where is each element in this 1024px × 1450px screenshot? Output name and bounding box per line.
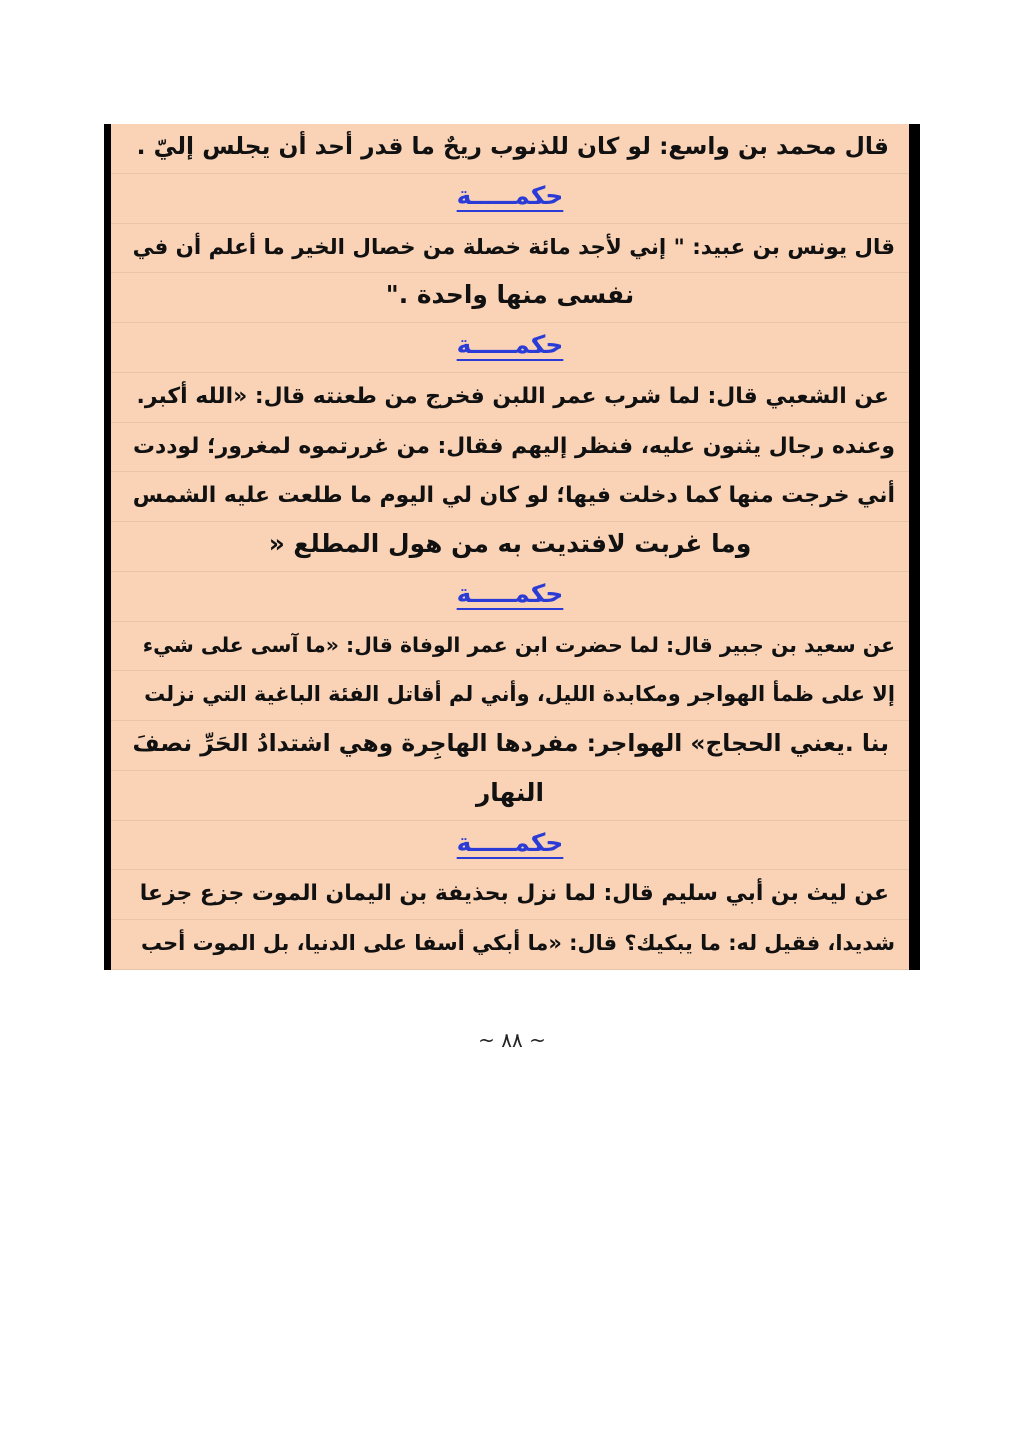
line-text: نفسى منها واحدة ." (385, 280, 635, 310)
line-text: قال يونس بن عبيد: " إني لأجد مائة خصلة من خصال الخير ما أعلم أن في (132, 234, 895, 260)
text-line-3 (111, 273, 909, 323)
text-line-6 (111, 472, 909, 522)
text-line-7 (111, 522, 909, 572)
line-text: النهار (475, 777, 545, 807)
line-text: عن سعيد بن جبير قال: لما حضرت ابن عمر الوفاة قال: «ما آسى على شيء (142, 632, 895, 657)
line-text: قال محمد بن واسع: لو كان للذنوب ريحٌ ما قدر أحد أن يجلس إليّ . (136, 132, 889, 160)
page-number: ~ ٨٨ ~ (478, 1028, 546, 1052)
heading-link[interactable]: حكمـــــة (456, 330, 564, 360)
text-line-1 (111, 124, 909, 174)
text-line-8 (111, 622, 909, 672)
text-line-12 (111, 870, 909, 920)
section-heading-4[interactable] (111, 821, 909, 871)
line-text: وعنده رجال يثنون عليه، فنظر إليهم فقال: من غررتموه لمغرور؛ لوددت (133, 433, 895, 459)
text-line-2 (111, 224, 909, 274)
section-heading-3[interactable] (111, 572, 909, 622)
line-text: شديدا، فقيل له: ما يبكيك؟ قال: «ما أبكي أسفا على الدنيا، بل الموت أحب (141, 931, 895, 956)
text-line-11 (111, 771, 909, 821)
heading-link[interactable]: حكمـــــة (456, 180, 564, 210)
line-text: عن ليث بن أبي سليم قال: لما نزل بحذيفة بن اليمان الموت جزع جزعا (139, 881, 889, 907)
text-line-5 (111, 423, 909, 473)
page-frame (104, 124, 920, 970)
line-text: أني خرجت منها كما دخلت فيها؛ لو كان لي اليوم ما طلعت عليه الشمس (132, 483, 895, 509)
section-heading-2[interactable] (111, 323, 909, 373)
text-line-9 (111, 671, 909, 721)
heading-link[interactable]: حكمـــــة (456, 827, 564, 857)
line-text: إلا على ظمأ الهواجر ومكابدة الليل، وأني لم أقاتل الفئة الباغية التي نزلت (144, 682, 895, 707)
line-text: وما غربت لافتديت به من هول المطلع « (268, 529, 752, 559)
section-heading-1[interactable] (111, 174, 909, 224)
text-line-10 (111, 721, 909, 771)
line-text: عن الشعبي قال: لما شرب عمر اللبن فخرج من طعنته قال: «الله أكبر. (136, 383, 889, 409)
text-line-4 (111, 373, 909, 423)
text-line-13 (111, 920, 909, 970)
line-text: بنا .يعني الحجاج» الهواجر: مفردها الهاجِرة وهي اشتدادُ الحَرِّ نصفَ (132, 729, 889, 758)
heading-link[interactable]: حكمـــــة (456, 578, 564, 608)
